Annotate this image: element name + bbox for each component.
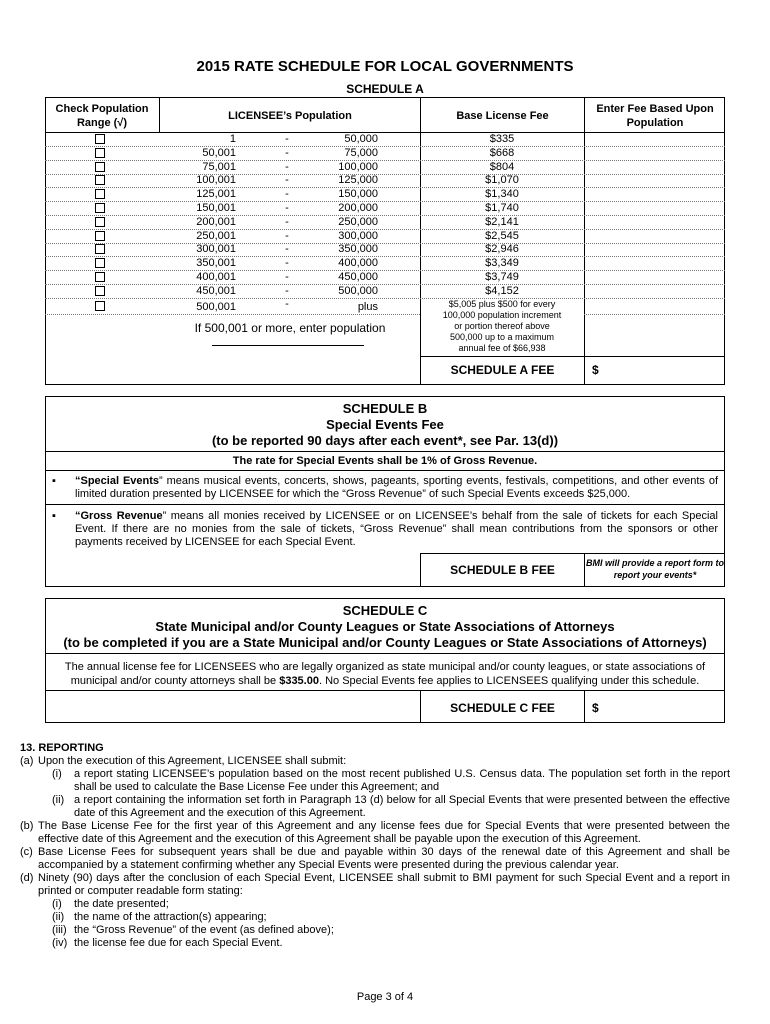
schedule-a-heading: SCHEDULE A	[346, 82, 424, 96]
population-low: 200,001	[196, 215, 236, 228]
reporting-item-d: (d) Ninety (90) days after the conclusion of each Special Event, LICENSEE shall submit to BMI payment for such Special Event and a report in printed or computer readable form stating:	[20, 872, 730, 897]
schedule-a-fee-label: SCHEDULE A FEE	[450, 363, 555, 377]
population-low: 100,001	[196, 174, 236, 187]
col-enter-header: Enter Fee Based Upon Population	[596, 103, 714, 129]
bullet: ▪	[52, 475, 56, 487]
reporting-item-d-ii: (ii) the name of the attraction(s) appearing;	[52, 911, 267, 923]
population-range-checkbox[interactable]	[95, 175, 105, 185]
base-license-fee: $2,141	[485, 215, 519, 228]
reporting-item-d-iii: (iii) the “Gross Revenue” of the event (as defined above);	[52, 924, 334, 936]
base-license-fee: $3,749	[485, 271, 519, 283]
population-low: 400,001	[196, 271, 236, 283]
population-separator: -	[285, 257, 289, 270]
special-events-rate: The rate for Special Events shall be 1% of Gross Revenue.	[232, 455, 538, 467]
population-high: 75,000	[344, 146, 378, 159]
base-license-fee: $1,740	[485, 202, 519, 214]
bmi-report-note: BMI will provide a report form to report your events*	[586, 558, 725, 580]
population-range-checkbox[interactable]	[95, 244, 105, 254]
reporting-item-a-i: (i) a report stating LICENSEE’s population based on the most recent published U.S. Census data. The population set forth in the report shall be used to calculate the Base License Fee under this Agreement; and	[52, 768, 730, 793]
large-population-fee: $5,005 plus $500 for every 100,000 population increment or portion thereof above 500,000 up to a maximum annual fee of $66,938	[442, 299, 562, 353]
population-separator: -	[285, 284, 289, 297]
row-divider	[45, 229, 725, 230]
population-high: 125,000	[338, 174, 378, 187]
population-range-checkbox[interactable]	[95, 217, 105, 227]
population-high: 450,000	[338, 271, 378, 283]
row-divider	[45, 243, 725, 244]
row-divider	[45, 160, 725, 161]
row-divider	[45, 298, 725, 299]
gross-revenue-definition: “Gross Revenue” means all monies received by LICENSEE or on LICENSEE’s behalf from the sale of tickets for each Special Event. If there are no monies from the sale of tickets, “Gross Revenue” shall mean contributions from the sponsors or other payments received by LICENSEE for each Special Event.	[75, 510, 718, 548]
population-range-checkbox[interactable]	[95, 148, 105, 158]
population-low: 75,001	[202, 160, 236, 173]
population-high: 350,000	[338, 243, 378, 256]
row-divider	[45, 284, 725, 285]
population-low: 250,001	[196, 229, 236, 242]
bullet: ▪	[52, 510, 56, 522]
population-separator: -	[285, 188, 289, 201]
population-low: 300,001	[196, 243, 236, 256]
schedule-a-table	[45, 97, 725, 385]
population-low: 500,001	[196, 301, 236, 313]
population-separator: -	[285, 174, 289, 187]
schedule-c-text: The annual license fee for LICENSEES who are legally organized as state municipal and/or county leagues, or state associations of municipal and/or county attorneys shall be $335.00. No Special Events fee applies to LICENSEES qualifying under this schedule.	[64, 661, 706, 687]
population-high: 200,000	[338, 202, 378, 214]
row-divider	[45, 187, 725, 188]
population-separator: -	[285, 202, 289, 214]
population-range-checkbox[interactable]	[95, 162, 105, 172]
col-population-header: LICENSEE’s Population	[228, 110, 352, 122]
population-high: 50,000	[344, 133, 378, 145]
population-high: 500,000	[338, 284, 378, 297]
reporting-item-d-i: (i) the date presented;	[52, 898, 169, 910]
population-low: 350,001	[196, 257, 236, 270]
base-license-fee: $4,152	[485, 284, 519, 297]
schedule-c-fee-field[interactable]: $	[592, 701, 599, 715]
schedule-c-fee-label: SCHEDULE C FEE	[450, 701, 555, 715]
schedule-b-fee-label: SCHEDULE B FEE	[450, 563, 555, 577]
population-high: 150,000	[338, 188, 378, 201]
schedule-a-fee-field[interactable]: $	[592, 363, 599, 377]
population-high: 250,000	[338, 215, 378, 228]
population-separator: -	[285, 271, 289, 283]
population-range-checkbox[interactable]	[95, 258, 105, 268]
reporting-item-c: (c) Base License Fees for subsequent years shall be due and payable within 30 days of the renewal date of this Agreement and shall be accompanied by a statement confirming whether any Special Events were presented during the previous calendar year.	[20, 846, 730, 871]
population-separator: -	[285, 215, 289, 228]
page-number: Page 3 of 4	[356, 991, 414, 1003]
schedule-c-title: SCHEDULE C State Municipal and/or County Leagues or State Associations of Attorneys (to be completed if you are a State Municipal and/or County Leagues or State Associations of Attorneys)	[63, 603, 707, 650]
col-fee-header: Base License Fee	[456, 110, 549, 122]
population-separator: -	[285, 298, 289, 310]
col-check-header: Check Population Range (√)	[55, 103, 149, 129]
population-high: plus	[357, 301, 378, 313]
row-divider	[45, 270, 725, 271]
base-license-fee: $804	[489, 160, 515, 173]
base-license-fee: $3,349	[485, 257, 519, 270]
population-low: 50,001	[202, 146, 236, 159]
reporting-item-b: (b) The Base License Fee for the first year of this Agreement and any license fees due for Special Events that were presented between the effective date of this Agreement and the execution of this Agreement shall be payable upon the execution of this Agreement.	[20, 820, 730, 845]
population-low: 450,001	[196, 284, 236, 297]
population-high: 300,000	[338, 229, 378, 242]
population-range-checkbox[interactable]	[95, 231, 105, 241]
base-license-fee: $1,070	[485, 174, 519, 187]
population-range-checkbox[interactable]	[95, 272, 105, 282]
population-high: 100,000	[338, 160, 378, 173]
population-range-checkbox[interactable]	[95, 301, 105, 311]
population-separator: -	[285, 229, 289, 242]
population-range-checkbox[interactable]	[95, 286, 105, 296]
row-divider	[45, 256, 725, 257]
base-license-fee: $1,340	[485, 188, 519, 201]
row-divider	[45, 201, 725, 202]
population-separator: -	[285, 243, 289, 256]
base-license-fee: $668	[489, 146, 515, 159]
population-separator: -	[285, 160, 289, 173]
reporting-heading: 13. REPORTING	[20, 742, 104, 754]
base-license-fee: $2,545	[485, 229, 519, 242]
population-entry-field[interactable]	[212, 345, 364, 346]
population-separator: -	[285, 133, 289, 145]
population-range-checkbox[interactable]	[95, 134, 105, 144]
enter-population-label: If 500,001 or more, enter population	[194, 321, 386, 335]
population-separator: -	[285, 146, 289, 159]
population-low: 1	[229, 133, 236, 145]
reporting-item-a: (a) Upon the execution of this Agreement, LICENSEE shall submit:	[20, 755, 347, 767]
reporting-item-d-iv: (iv) the license fee due for each Special Event.	[52, 937, 283, 949]
population-range-checkbox[interactable]	[95, 203, 105, 213]
schedule-b-title: SCHEDULE B Special Events Fee (to be reported 90 days after each event*, see Par. 13(d))	[211, 401, 559, 448]
reporting-item-a-ii: (ii) a report containing the information set forth in Paragraph 13 (d) below for all Special Events that were presented between the effective date of this Agreement and the execution of this Agreement.	[52, 794, 730, 819]
base-license-fee: $2,946	[485, 243, 519, 256]
population-high: 400,000	[338, 257, 378, 270]
reporting-section	[20, 742, 730, 950]
population-range-checkbox[interactable]	[95, 189, 105, 199]
population-low: 125,001	[196, 188, 236, 201]
row-divider	[45, 215, 725, 216]
page-title: 2015 RATE SCHEDULE FOR LOCAL GOVERNMENTS	[196, 58, 574, 75]
special-events-definition: “Special Events” means musical events, concerts, shows, pageants, sporting events, festivals, competitions, and other events of limited duration presented by LICENSEE for which the “Gross Revenue” of such Special Events exceeds $25,000.	[75, 475, 719, 500]
row-divider	[45, 146, 725, 147]
base-license-fee: $335	[489, 133, 515, 145]
row-divider	[45, 174, 725, 175]
population-low: 150,001	[196, 202, 236, 214]
